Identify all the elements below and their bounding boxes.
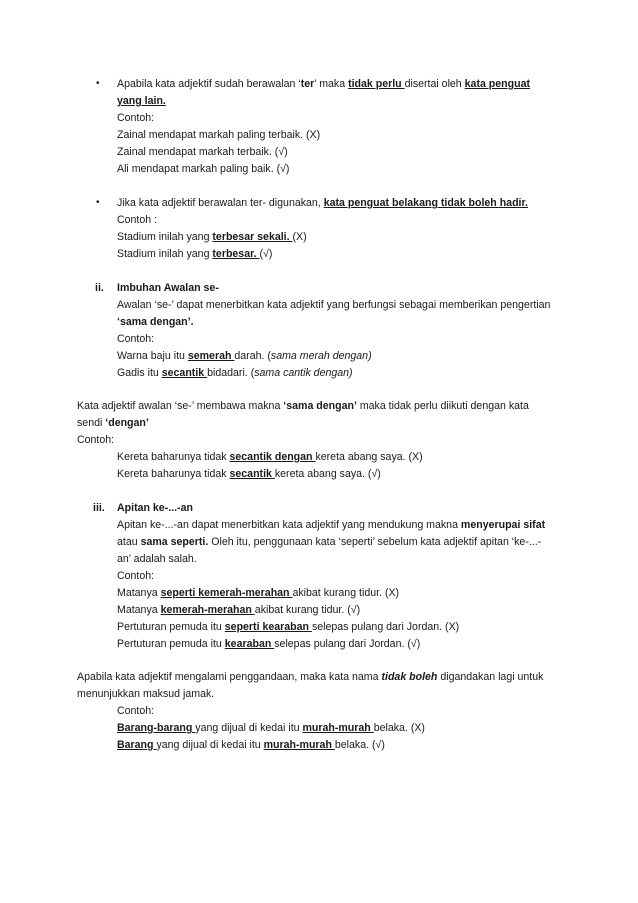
emphasis-tidak-perlu: tidak perlu (348, 78, 405, 90)
example: Zainal mendapat markah paling terbaik. (X) (117, 129, 321, 141)
text: akibat kurang tidur. (X) (292, 587, 400, 599)
text: Apabila kata adjektif sudah berawalan ‘ (117, 78, 301, 90)
emphasis-word: Barang-barang (117, 722, 196, 734)
section-number: iii. (93, 502, 105, 514)
text: (√) (259, 248, 273, 260)
gloss: sama cantik dengan) (254, 367, 353, 379)
text: Apitan ke-...-an dapat menerbitkan kata adjektif yang mendukung makna (117, 519, 461, 531)
text: selepas pulang dari Jordan. (√) (274, 638, 421, 650)
emphasis-word: secantik dengan (229, 451, 316, 463)
paragraph-line (117, 519, 545, 532)
example (117, 587, 399, 600)
text: Oleh itu, penggunaan kata ‘seperti’ sebelum kata adjektif apitan ‘ke-...- (208, 536, 542, 548)
paragraph-line: an’ adalah salah. (117, 553, 197, 565)
paragraph-line: menunjukkan maksud jamak. (77, 688, 215, 700)
contoh-label: Contoh : (117, 214, 158, 226)
emphasis-phrase: menyerupai sifat (460, 519, 546, 531)
contoh-label: Contoh: (77, 434, 115, 446)
text: Kata adjektif awalan ‘se-’ membawa makna (77, 400, 284, 412)
example (117, 248, 272, 261)
example: Zainal mendapat markah terbaik. (√) (117, 146, 288, 158)
text: darah. ( (234, 350, 271, 362)
text: disertai oleh (404, 78, 465, 90)
text: Apabila kata adjektif mengalami penggandaan, maka kata nama (77, 671, 382, 683)
emphasis-phrase: ‘sama dengan’ (283, 400, 357, 412)
text: maka tidak perlu diikuti dengan kata (356, 400, 529, 412)
paragraph-line: ‘sama dengan’. (117, 316, 194, 328)
example (117, 367, 353, 380)
bullet2-line1 (117, 197, 528, 210)
text: belaka. (√) (334, 739, 385, 751)
bullet1-line2 (117, 95, 166, 108)
gloss: sama merah dengan) (270, 350, 372, 362)
example (117, 739, 385, 752)
text: kereta abang saya. (√) (274, 468, 381, 480)
emphasis-yang-lain: yang lain. (117, 95, 166, 107)
example (117, 621, 459, 634)
text: kereta abang saya. (X) (315, 451, 423, 463)
emphasis-word: kemerah-merahan (160, 604, 255, 616)
paragraph-line: Awalan ‘se-’ dapat menerbitkan kata adjektif yang berfungsi sebagai memberikan pengertian (117, 299, 551, 311)
example: Ali mendapat markah paling baik. (√) (117, 163, 290, 175)
emphasis-word: terbesar sekali. (212, 231, 293, 243)
emphasis-word: Barang (117, 739, 157, 751)
contoh-label: Contoh: (117, 333, 155, 345)
example (117, 350, 372, 363)
contoh-label: Contoh: (117, 570, 155, 582)
emphasis-word: seperti kearaban (224, 621, 312, 633)
example (117, 604, 360, 617)
text: Gadis itu (117, 367, 162, 379)
term-ter: ter (300, 78, 315, 90)
emphasis-rule: kata penguat belakang tidak boleh hadir. (323, 197, 528, 209)
text: (X) (292, 231, 307, 243)
text: yang dijual di kedai itu (156, 739, 264, 751)
paragraph-line (77, 400, 529, 413)
section-title: Imbuhan Awalan se- (117, 282, 219, 294)
paragraph-line (77, 417, 149, 430)
emphasis-phrase: sama seperti. (140, 536, 209, 548)
emphasis-word: secantik (229, 468, 275, 480)
text: Stadium inilah yang (117, 248, 213, 260)
text: Pertuturan pemuda itu (117, 638, 225, 650)
example (117, 231, 307, 244)
text: Pertuturan pemuda itu (117, 621, 225, 633)
section-title: Apitan ke-...-an (117, 502, 193, 514)
example (117, 468, 381, 481)
contoh-label: Contoh: (117, 705, 155, 717)
emphasis-word: semerah (187, 350, 235, 362)
text: Kereta baharunya tidak (117, 468, 230, 480)
contoh-label: Contoh: (117, 112, 155, 124)
text: Jika kata adjektif berawalan ter- digunakan, (117, 197, 324, 209)
bullet-icon: • (96, 197, 100, 208)
emphasis-phrase: ‘dengan’ (105, 417, 149, 429)
example (117, 722, 425, 735)
emphasis-word: terbesar. (212, 248, 260, 260)
text: Stadium inilah yang (117, 231, 213, 243)
text: Kereta baharunya tidak (117, 451, 230, 463)
text: digandakan lagi untuk (437, 671, 544, 683)
example (117, 638, 420, 651)
emphasis-word: kearaban (224, 638, 275, 650)
emphasis-phrase: tidak boleh (381, 671, 438, 683)
emphasis-word: murah-murah (263, 739, 335, 751)
emphasis-kata-penguat: kata penguat (464, 78, 530, 90)
text: bidadari. ( (207, 367, 255, 379)
emphasis-word: secantik (161, 367, 208, 379)
paragraph-line (77, 671, 543, 684)
example (117, 451, 423, 464)
text: sendi (77, 417, 106, 429)
text: atau (117, 536, 141, 548)
text: selepas pulang dari Jordan. (X) (311, 621, 460, 633)
bullet1-line1 (117, 78, 530, 91)
emphasis-word: murah-murah (302, 722, 374, 734)
emphasis-word: seperti kemerah-merahan (160, 587, 293, 599)
text: ’ maka (314, 78, 349, 90)
text: yang dijual di kedai itu (195, 722, 303, 734)
section-number: ii. (95, 282, 104, 294)
text: Matanya (117, 604, 161, 616)
paragraph-line (117, 536, 541, 549)
text: Matanya (117, 587, 161, 599)
text: belaka. (X) (373, 722, 425, 734)
text: Warna baju itu (117, 350, 188, 362)
text: akibat kurang tidur. (√) (254, 604, 361, 616)
bullet-icon: • (96, 78, 100, 89)
